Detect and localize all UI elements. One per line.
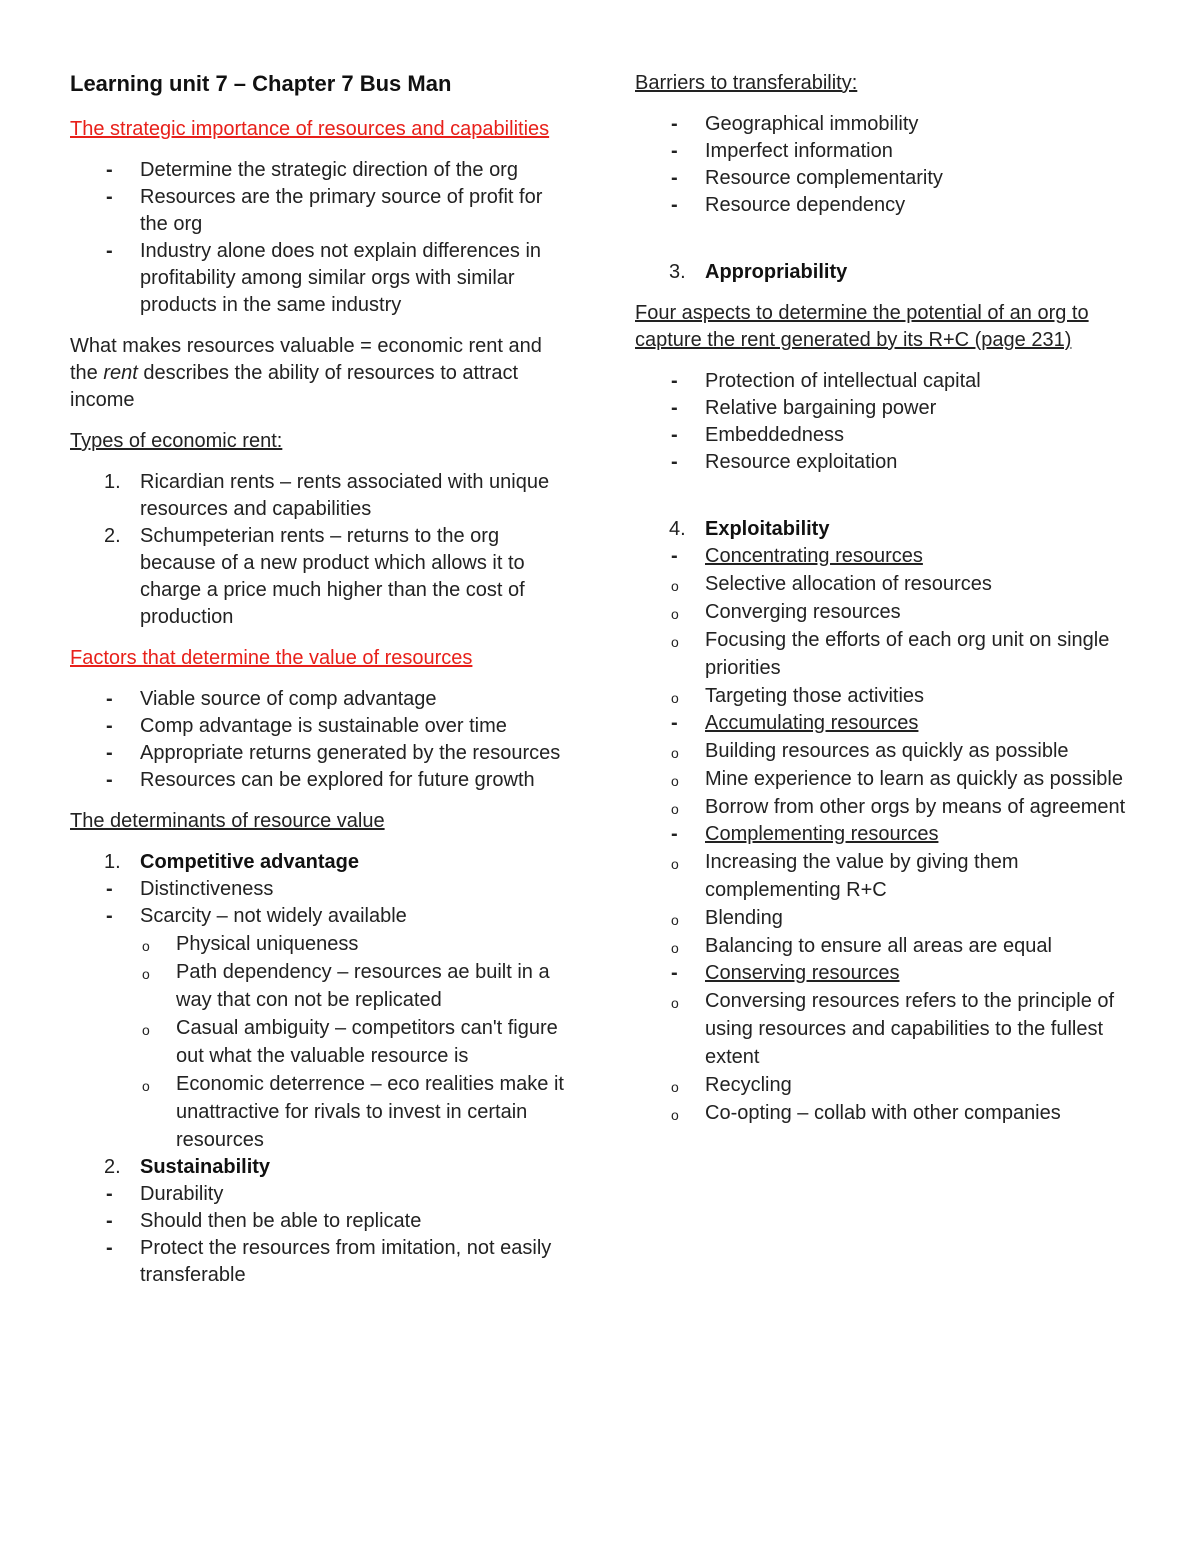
list-item: - Resource dependency — [671, 194, 906, 216]
list-item: o Physical uniqueness — [142, 933, 359, 955]
list-item: o Recycling — [671, 1074, 792, 1096]
list-item: o Balancing to ensure all areas are equal — [671, 935, 1052, 957]
list-item: o Targeting those activities — [671, 685, 925, 707]
strategic-importance-list — [70, 157, 570, 319]
list-item: - Durability — [106, 1183, 224, 1205]
list-item: - Complementing resources — [671, 823, 939, 845]
list-item: o Mine experience to learn as quickly as possible — [671, 768, 1123, 790]
barriers-heading: Barriers to transferability: — [635, 72, 858, 94]
exploitability-list — [635, 516, 1135, 1127]
left-column — [70, 70, 570, 1303]
list-item: - Resources can be explored for future growth — [106, 769, 535, 791]
list-item: - Comp advantage is sustainable over time — [106, 715, 507, 737]
list-item: - Protect the resources from imitation, not easily transferable — [106, 1237, 552, 1286]
list-item: o Path dependency – resources ae built in a way that con not be replicated — [142, 961, 550, 1011]
list-item: 1. Competitive advantage — [104, 851, 359, 873]
list-item: - Appropriate returns generated by the resources — [106, 742, 561, 764]
list-item: - Scarcity – not widely available — [106, 905, 407, 927]
list-item: - Industry alone does not explain differences in profitability among similar orgs with similar products in the same industry — [106, 240, 542, 316]
four-aspects-list — [635, 368, 1135, 476]
list-item: 2. Sustainability — [104, 1156, 271, 1178]
list-item: 3. Appropriability — [669, 261, 848, 283]
list-item: o Conversing resources refers to the principle of using resources and capabilities to the fullest extent — [671, 990, 1115, 1068]
section-heading-strategic-importance: The strategic importance of resources and capabilities — [70, 118, 550, 140]
list-item: - Viable source of comp advantage — [106, 688, 437, 710]
list-item: 4. Exploitability — [669, 518, 830, 540]
list-item: - Accumulating resources — [671, 712, 919, 734]
economic-rent-paragraph: What makes resources valuable = economic rent and the rent describes the ability of resources to attract income — [70, 335, 542, 411]
list-item: o Blending — [671, 907, 783, 929]
list-item: - Resource complementarity — [671, 167, 943, 189]
determinants-list — [70, 849, 570, 1289]
list-item: o Selective allocation of resources — [671, 573, 992, 595]
list-item: o Converging resources — [671, 601, 901, 623]
four-aspects-heading: Four aspects to determine the potential of an org to capture the rent generated by its R+C (page 231) — [635, 302, 1089, 351]
section-heading-factors: Factors that determine the value of resources — [70, 647, 473, 669]
list-item: o Increasing the value by giving them complementing R+C — [671, 851, 1019, 901]
list-item: - Concentrating resources — [671, 545, 923, 567]
determinants-heading: The determinants of resource value — [70, 810, 385, 832]
list-item: 1. Ricardian rents – rents associated with unique resources and capabilities — [104, 471, 550, 520]
list-item: - Protection of intellectual capital — [671, 370, 981, 392]
list-item: o Borrow from other orgs by means of agreement — [671, 796, 1126, 818]
types-list — [70, 469, 570, 631]
appropriability-heading-list — [635, 259, 1135, 286]
list-item: - Conserving resources — [671, 962, 900, 984]
list-item: - Imperfect information — [671, 140, 893, 162]
list-item: - Relative bargaining power — [671, 397, 937, 419]
list-item: - Distinctiveness — [106, 878, 274, 900]
list-item: o Focusing the efforts of each org unit on single priorities — [671, 629, 1110, 679]
barriers-list — [635, 111, 1135, 219]
right-column — [635, 70, 1135, 1141]
list-item: 2. Schumpeterian rents – returns to the org because of a new product which allows it to charge a price much higher than the cost of production — [104, 525, 525, 628]
list-item: - Should then be able to replicate — [106, 1210, 422, 1232]
list-item: - Determine the strategic direction of the org — [106, 159, 518, 181]
factors-list — [70, 686, 570, 794]
list-item: - Embeddedness — [671, 424, 844, 446]
list-item: - Resource exploitation — [671, 451, 898, 473]
document-title: Learning unit 7 – Chapter 7 Bus Man — [70, 71, 452, 96]
list-item: - Resources are the primary source of profit for the org — [106, 186, 543, 235]
list-item: o Co-opting – collab with other companies — [671, 1102, 1061, 1124]
list-item: o Economic deterrence – eco realities make it unattractive for rivals to invest in certain resources — [142, 1073, 564, 1151]
list-item: o Casual ambiguity – competitors can't figure out what the valuable resource is — [142, 1017, 558, 1067]
list-item: o Building resources as quickly as possible — [671, 740, 1069, 762]
list-item: - Geographical immobility — [671, 113, 919, 135]
types-heading: Types of economic rent: — [70, 430, 283, 452]
